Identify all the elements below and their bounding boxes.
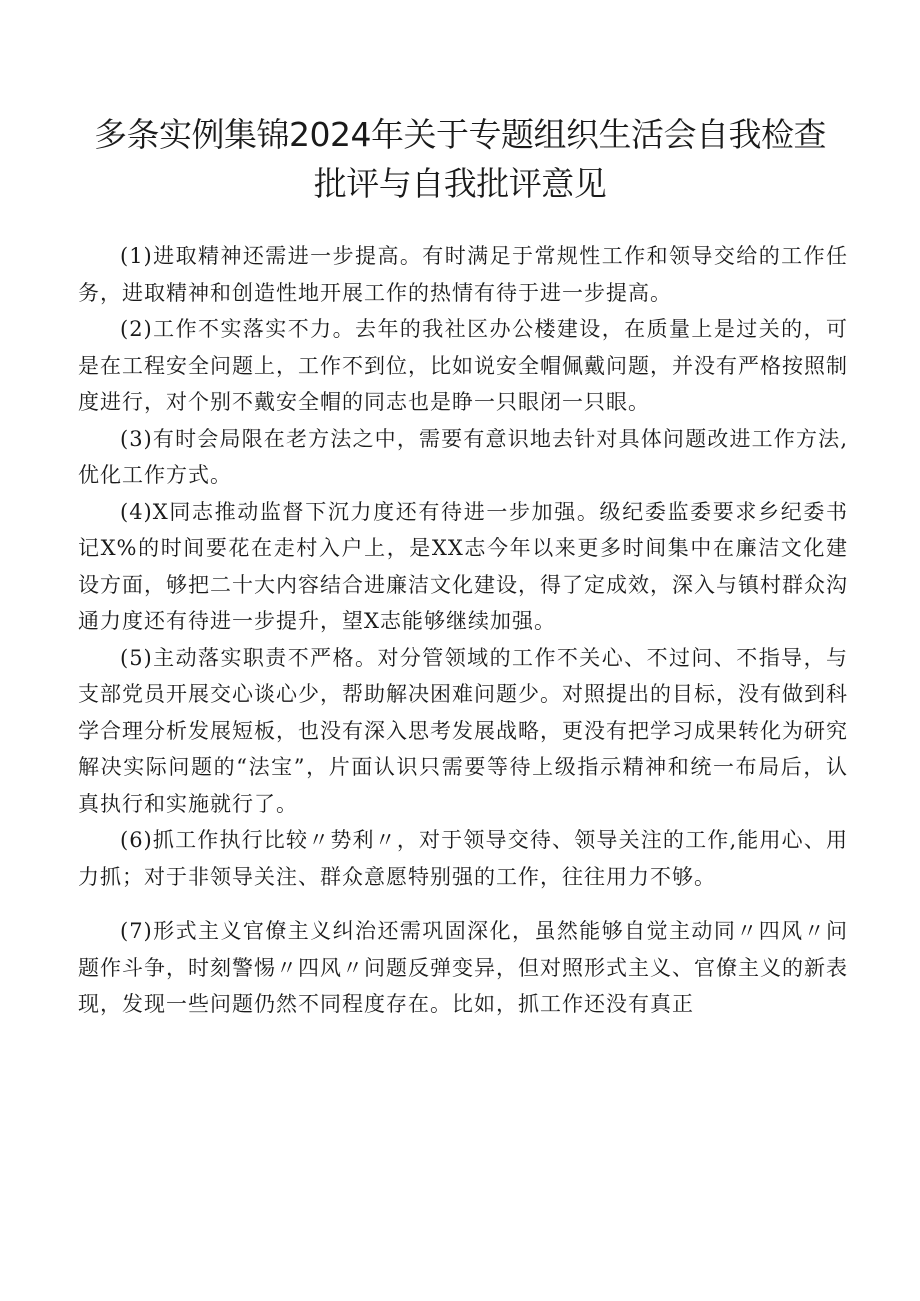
paragraph-7: (7)形式主义官僚主义纠治还需巩固深化，虽然能够自觉主动同〃四风〃问题作斗争，时刻警惕〃四风〃问题反弹变异，但对照形式主义、官僚主义的新表现，发现一些问题仍然不同程度存在。比如，抓工作还没有真正: [78, 919, 848, 1016]
document-body: [78, 238, 848, 1023]
paragraph-1: (1)进取精神还需进一步提高。有时满足于常规性工作和领导交给的工作任务，进取精神和创造性地开展工作的热情有待于进一步提高。: [78, 244, 848, 305]
paragraph-6: (6)抓工作执行比较〃势利〃，对于领导交待、领导关注的工作,能用心、用力抓；对于非领导关注、群众意愿特别强的工作，往往用力不够。: [78, 828, 848, 889]
paragraph-5: (5)主动落实职责不严格。对分管领域的工作不关心、不过问、不指导，与支部党员开展交心谈心少，帮助解决困难问题少。对照提出的目标，没有做到科学合理分析发展短板，也没有深入思考发展战略，更没有把学习成果转化为研究解决实际问题的“法宝”，片面认识只需要等待上级指示精神和统一布局后，认真执行和实施就行了。: [78, 645, 848, 816]
paragraph-3: (3)有时会局限在老方法之中，需要有意识地去针对具体问题改进工作方法,优化工作方式。: [78, 426, 848, 487]
paragraph-2: (2)工作不实落实不力。去年的我社区办公楼建设，在质量上是过关的，可是在工程安全问题上，工作不到位，比如说安全帽佩戴问题，并没有严格按照制度进行，对个别不戴安全帽的同志也是睁一只眼闭一只眼。: [78, 317, 848, 414]
document-title: 多条实例集锦2024年关于专题组织生活会自我检查批评与自我批评意见: [94, 115, 826, 203]
paragraph-4: (4)X同志推动监督下沉力度还有待进一步加强。级纪委监委要求乡纪委书记X%的时间要花在走村入户上，是XX志今年以来更多时间集中在廉洁文化建设方面，够把二十大内容结合进廉洁文化建设，得了定成效，深入与镇村群众沟通力度还有待进一步提升，望X志能够继续加强。: [78, 499, 848, 633]
